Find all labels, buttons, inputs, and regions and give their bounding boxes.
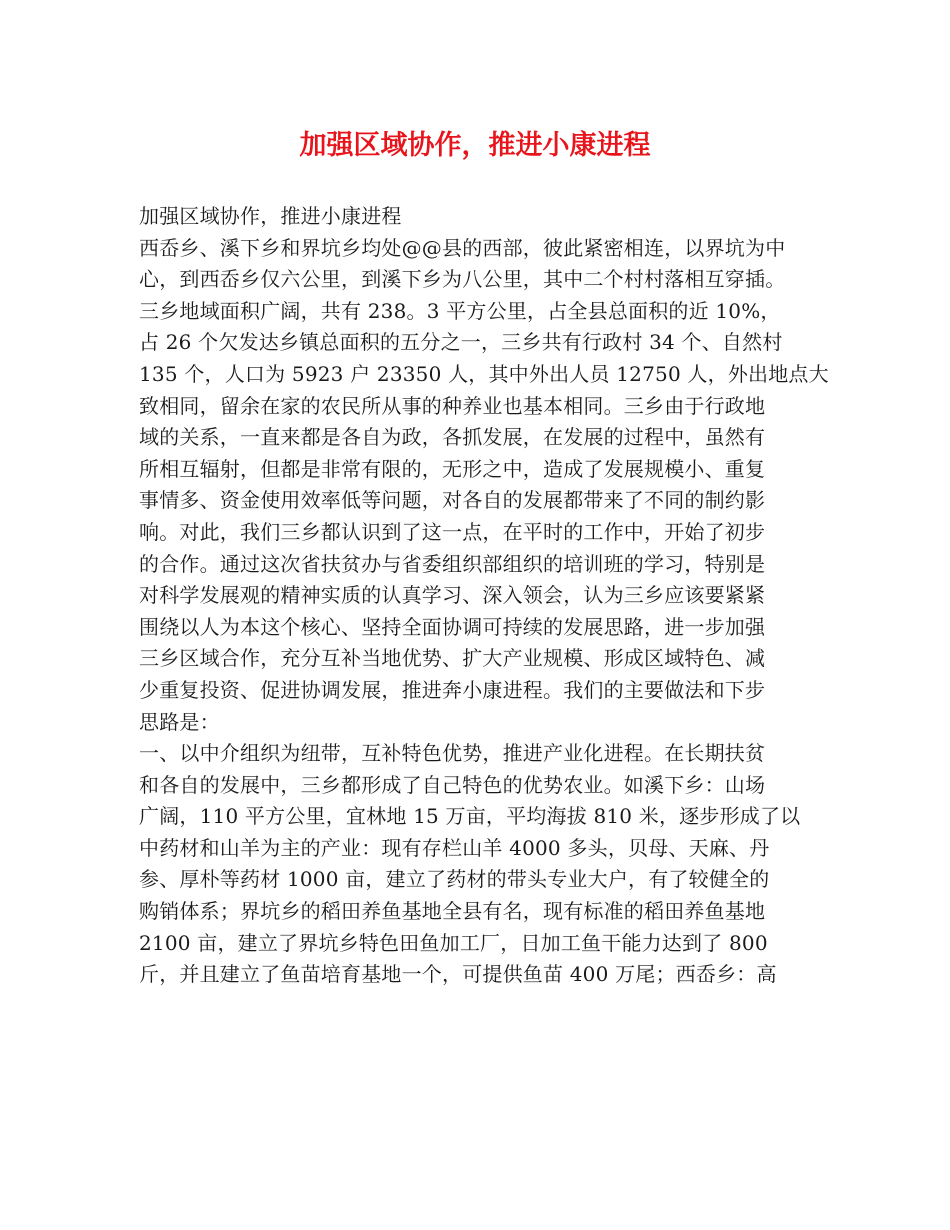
body-text-line: 思路是： <box>139 709 220 734</box>
body-text-line: 西岙乡、溪下乡和界坑乡均处@@县的西部，彼此紧密相连，以界坑为中 <box>139 235 786 260</box>
body-text-line: 心，到西岙乡仅六公里，到溪下乡为八公里，其中二个村村落相互穿插。 <box>139 267 786 292</box>
body-text-line: 2100 亩，建立了界坑乡特色田鱼加工厂，日加工鱼干能力达到了 800 <box>139 930 768 955</box>
body-text-line: 三乡区域合作，充分互补当地优势、扩大产业规模、形成区域特色、减 <box>139 646 766 671</box>
body-text-line: 的合作。通过这次省扶贫办与省委组织部组织的培训班的学习，特别是 <box>139 551 766 576</box>
body-text-line: 事情多、资金使用效率低等问题，对各自的发展都带来了不同的制约影 <box>139 488 766 513</box>
document-title: 加强区域协作，推进小康进程 <box>299 130 651 161</box>
body-text-line: 三乡地域面积广阔，共有 238。3 平方公里，占全县总面积的近 10%， <box>139 298 781 323</box>
document-body <box>139 201 829 991</box>
body-text-line: 中药材和山羊为主的产业：现有存栏山羊 4000 多头，贝母、天麻、丹 <box>139 835 770 860</box>
body-text-line: 所相互辐射，但都是非常有限的，无形之中，造成了发展规模小、重复 <box>139 456 766 481</box>
body-text-line: 参、厚朴等药材 1000 亩，建立了药材的带头专业大户，有了较健全的 <box>139 867 770 892</box>
body-text-line: 对科学发展观的精神实质的认真学习、深入领会，认为三乡应该要紧紧 <box>139 583 766 608</box>
body-text-line: 加强区域协作，推进小康进程 <box>139 204 402 228</box>
body-text-line: 域的关系，一直来都是各自为政，各抓发展，在发展的过程中，虽然有 <box>139 425 766 450</box>
body-text-line: 占 26 个欠发达乡镇总面积的五分之一，三乡共有行政村 34 个、自然村 <box>139 330 783 355</box>
body-text-line: 围绕以人为本这个核心、坚持全面协调可持续的发展思路，进一步加强 <box>139 614 766 639</box>
body-text-line: 一、以中介组织为纽带，互补特色优势，推进产业化进程。在长期扶贫 <box>139 741 766 766</box>
body-text-line: 135 个，人口为 5923 户 23350 人，其中外出人员 12750 人，外出地点大 <box>139 361 829 386</box>
body-text-line: 致相同，留余在家的农民所从事的种养业也基本相同。三乡由于行政地 <box>139 393 766 418</box>
body-text-line: 广阔，110 平方公里，宜林地 15 万亩，平均海拔 810 米，逐步形成了以 <box>139 804 801 829</box>
body-text-line: 和各自的发展中，三乡都形成了自己特色的优势农业。如溪下乡：山场 <box>139 772 766 797</box>
body-text-line: 少重复投资、促进协调发展，推进奔小康进程。我们的主要做法和下步 <box>139 677 766 702</box>
body-text-line: 斤，并且建立了鱼苗培育基地一个，可提供鱼苗 400 万尾；西岙乡：高 <box>139 962 777 987</box>
body-text-line: 购销体系；界坑乡的稻田养鱼基地全县有名，现有标准的稻田养鱼基地 <box>139 899 766 924</box>
body-text-line: 响。对此，我们三乡都认识到了这一点，在平时的工作中，开始了初步 <box>139 519 766 544</box>
